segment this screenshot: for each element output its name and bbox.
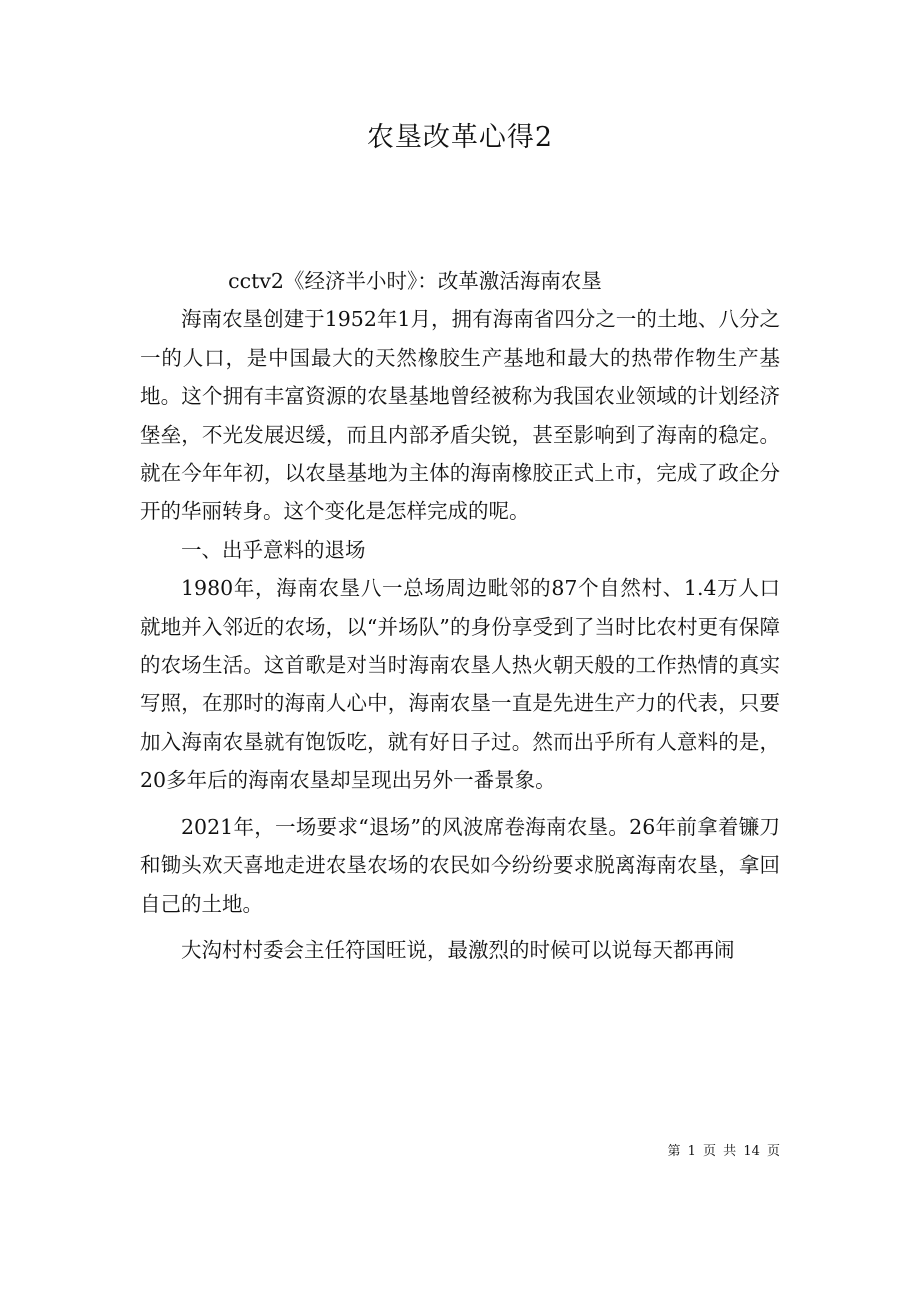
document-body [140, 262, 780, 969]
subtitle-paragraph: cctv2《经济半小时》：改革激活海南农垦 [228, 269, 602, 293]
document-title: 农垦改革心得2 [366, 122, 554, 153]
body-paragraph: 2021年，一场要求“退场”的风波席卷海南农垦。26年前拿着镰刀和锄头欢天喜地走进农垦农场的农民如今纷纷要求脱离海南农垦，拿回自己的土地。 [140, 814, 780, 916]
body-paragraph: 海南农垦创建于1952年1月，拥有海南省四分之一的土地、八分之一的人口，是中国最大的天然橡胶生产基地和最大的热带作物生产基地。这个拥有丰富资源的农垦基地曾经被称为我国农业领域的计划经济堡垒，不光发展迟缓，而且内部矛盾尖锐，甚至影响到了海南的稳定。就在今年年初，以农垦基地为主体的海南橡胶正式上市，完成了政企分开的华丽转身。这个变化是怎样完成的呢。 [140, 307, 780, 524]
body-paragraph: 大沟村村委会主任符国旺说，最激烈的时候可以说每天都再闹 [181, 937, 735, 962]
section-heading: 一、出乎意料的退场 [181, 537, 366, 562]
body-paragraph: 1980年，海南农垦八一总场周边毗邻的87个自然村、1.4万人口就地并入邻近的农场，以“并场队”的身份享受到了当时比农村更有保障的农场生活。这首歌是对当时海南农垦人热火朝天般的工作热情的真实写照，在那时的海南人心中，海南农垦一直是先进生产力的代表，只要加入海南农垦就有饱饭吃，就有好日子过。然而出乎所有人意料的是，20多年后的海南农垦却呈现出另外一番景象。 [140, 576, 780, 793]
page-number: 第 1 页 共 14 页 [667, 1144, 780, 1159]
